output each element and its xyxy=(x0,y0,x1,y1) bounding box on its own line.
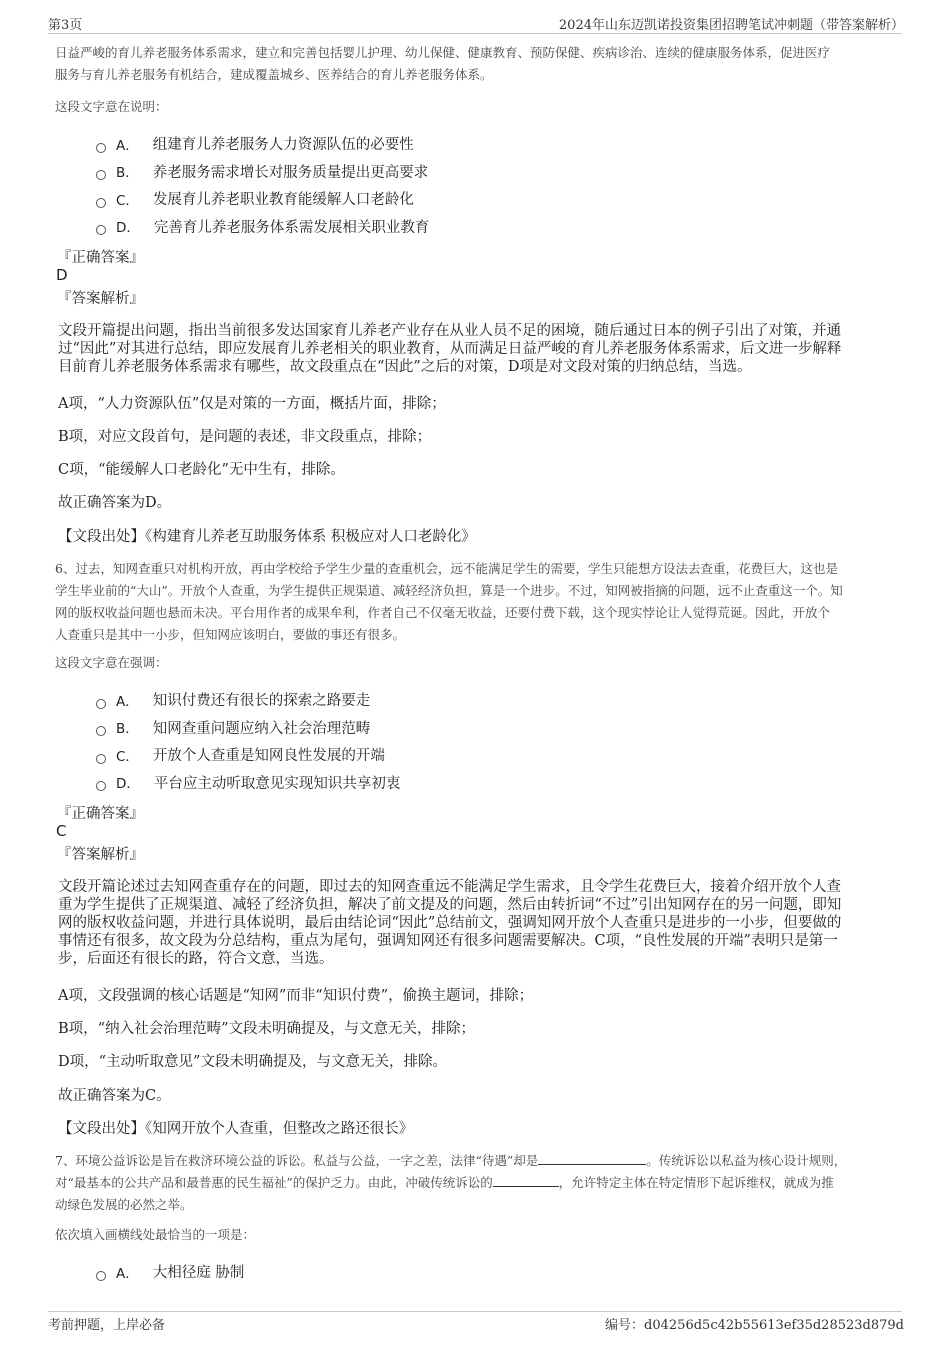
q6-passage-line: 人查重只是其中一小步，但知网应该明白，要做的事还有很多。 xyxy=(55,627,406,642)
q5-passage xyxy=(55,42,905,86)
radio-icon[interactable] xyxy=(96,699,106,709)
q5-analysis-line: 文段开篇提出问题，指出当前很多发达国家育儿养老产业存在从业人员不足的困境，随后通过日本的例子引出了对策，并通 xyxy=(58,323,841,339)
q5-note-a: A项，“人力资源队伍”仅是对策的一方面，概括片面，排除； xyxy=(58,396,446,412)
radio-icon[interactable] xyxy=(96,198,106,208)
q6-option-a[interactable]: A． 知识付费还有很长的探索之路要走 xyxy=(96,686,896,714)
q7-passage-line: 对“最基本的公共产品和最普惠的民生福祉”的保护乏力。由此，冲破传统诉讼的 ，允许特定主体在特定情形下起诉维权，就成为推 xyxy=(55,1175,834,1190)
q5-note-c: C项，“能缓解人口老龄化”无中生有，排除。 xyxy=(58,462,345,478)
q5-analysis-label: 『答案解析』 xyxy=(57,291,144,307)
q6-source: 【文段出处】《知网开放个人查重，但整改之路还很长》 xyxy=(58,1121,414,1137)
q5-conclusion: 故正确答案为D。 xyxy=(58,495,172,511)
q6-analysis-line: 网的版权收益问题，并进行具体说明，最后由结论词“因此”总结前文，强调知网开放个人查重只是进步的一小步，但要做的 xyxy=(58,915,842,931)
q6-analysis-label: 『答案解析』 xyxy=(57,847,144,863)
q6-passage-line: 学生毕业前的“大山”。开放个人查重，为学生提供正规渠道、减轻经济负担，算是一个进步。不过，知网被指摘的问题，远不止查重这一个。知 xyxy=(55,583,843,598)
q7-passage xyxy=(55,1150,905,1216)
q5-passage-line: 服务与育儿养老服务有机结合，建成覆盖城乡、医养结合的育儿养老服务体系。 xyxy=(55,67,493,82)
q6-analysis-line: 事情还有很多，故文段为分总结构，重点为尾句，强调知网还有很多问题需要解决。C项，“良性发展的开端”表明只是第一 xyxy=(58,933,838,949)
q6-analysis xyxy=(58,878,880,968)
q6-passage xyxy=(55,558,905,646)
radio-icon[interactable] xyxy=(96,170,106,180)
q6-note-b: B项，“纳入社会治理范畴”文段未明确提及，与文意无关，排除； xyxy=(58,1021,475,1037)
q6-analysis-line: 步，后面还有很长的路，符合文意，当选。 xyxy=(58,951,334,967)
q6-note-a: A项，文段强调的核心话题是“知网”而非“知识付费”，偷换主题词，排除； xyxy=(58,988,534,1004)
q6-answer: C xyxy=(56,822,67,840)
q7-passage-line: 7、环境公益诉讼是旨在救济环境公益的诉讼。私益与公益，一字之差，法律“待遇”却是 。传统诉讼以私益为核心设计规则， xyxy=(55,1153,847,1168)
q5-analysis-line: 过“因此”对其进行总结，即应发展育儿养老相关的职业教育，从而满足日益严峻的育儿养老服务体系需求，后文进一步解释 xyxy=(58,341,842,357)
q5-analysis-line: 目前育儿养老服务体系需求有哪些，故文段重点在“因此”之后的对策，D项是对文段对策的归纳总结，当选。 xyxy=(58,359,752,375)
q6-analysis-line: 文段开篇论述过去知网查重存在的问题，即过去的知网查重远不能满足学生需求，且令学生花费巨大，接着介绍开放个人查 xyxy=(58,879,841,895)
q5-answer-label: 『正确答案』 xyxy=(57,250,144,266)
q6-conclusion: 故正确答案为C。 xyxy=(58,1088,171,1104)
q5-answer: D xyxy=(56,266,68,284)
q6-options xyxy=(96,686,896,796)
q6-option-b[interactable]: B． 知网查重问题应纳入社会治理范畴 xyxy=(96,714,896,742)
radio-icon[interactable] xyxy=(96,726,106,736)
footer-slogan: 考前押题，上岸必备 xyxy=(48,1318,166,1333)
radio-icon[interactable] xyxy=(96,1271,106,1281)
q7-option-a[interactable]: A． 大相径庭 胁制 xyxy=(96,1258,896,1286)
q6-analysis-line: 重为学生提供了正规渠道、减轻了经济负担，解决了前文提及的问题，然后由转折词“不过”引出知网存在的另一问题，即知 xyxy=(58,897,842,913)
radio-icon[interactable] xyxy=(96,754,106,764)
page-number: 第3页 xyxy=(48,18,83,33)
q7-stem: 依次填入画横线处最恰当的一项是： xyxy=(55,1227,256,1242)
q5-option-a[interactable]: A． 组建育儿养老服务人力资源队伍的必要性 xyxy=(96,130,896,158)
q6-stem: 这段文字意在强调： xyxy=(55,655,168,670)
q5-note-b: B项，对应文段首句，是问题的表述，非文段重点，排除； xyxy=(58,429,432,445)
q5-analysis xyxy=(58,322,880,376)
q6-option-c[interactable]: C． 开放个人查重是知网良性发展的开端 xyxy=(96,741,896,769)
radio-icon[interactable] xyxy=(96,143,106,153)
q5-options xyxy=(96,130,896,240)
document-title: 2024年山东迈凯诺投资集团招聘笔试冲刺题（带答案解析） xyxy=(558,18,904,33)
footer-divider xyxy=(48,1311,902,1312)
blank-2 xyxy=(493,1174,559,1187)
q7-passage-line: 动绿色发展的必然之举。 xyxy=(55,1197,193,1212)
q5-passage-line: 日益严峻的育儿养老服务体系需求，建立和完善包括婴儿护理、幼儿保健、健康教育、预防保健、疾病诊治、连续的健康服务体系，促进医疗 xyxy=(55,45,831,60)
q6-note-d: D项，“主动听取意见”文段未明确提及，与文意无关，排除。 xyxy=(58,1054,447,1070)
radio-icon[interactable] xyxy=(96,225,106,235)
header-divider xyxy=(48,33,902,34)
document-code: 编号：d04256d5c42b55613ef35d28523d879d xyxy=(605,1318,904,1333)
q5-stem: 这段文字意在说明： xyxy=(55,99,168,114)
q6-option-d[interactable]: D． 平台应主动听取意见实现知识共享初衷 xyxy=(96,769,896,797)
q5-source: 【文段出处】《构建育儿养老互助服务体系 积极应对人口老龄化》 xyxy=(58,529,476,545)
blank-1 xyxy=(538,1152,646,1165)
q5-option-c[interactable]: C． 发展育儿养老职业教育能缓解人口老龄化 xyxy=(96,185,896,213)
q6-passage-line: 6、过去，知网查重只对机构开放，再由学校给予学生少量的查重机会，远不能满足学生的需要，学生只能想方设法去查重，花费巨大，这也是 xyxy=(55,561,838,576)
q5-option-d[interactable]: D． 完善育儿养老服务体系需发展相关职业教育 xyxy=(96,213,896,241)
q6-answer-label: 『正确答案』 xyxy=(57,806,144,822)
q5-option-b[interactable]: B． 养老服务需求增长对服务质量提出更高要求 xyxy=(96,158,896,186)
q6-passage-line: 网的版权收益问题也悬而未决。平台用作者的成果牟利，作者自己不仅毫无收益，还要付费下载，这个现实悖论让人觉得荒诞。因此，开放个 xyxy=(55,605,831,620)
q7-options xyxy=(96,1258,896,1286)
radio-icon[interactable] xyxy=(96,781,106,791)
